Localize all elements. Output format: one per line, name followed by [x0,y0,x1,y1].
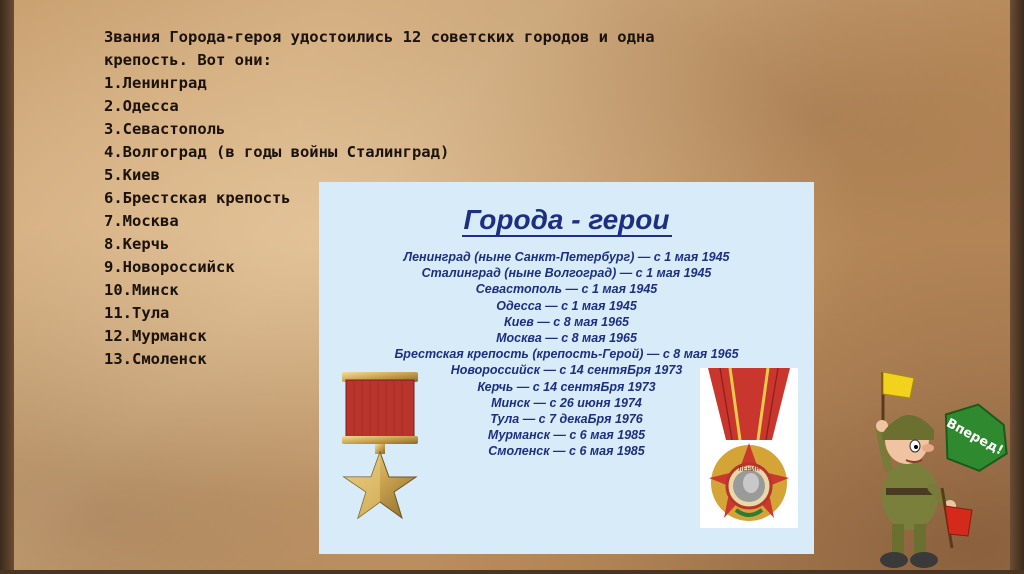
award-date-entry: Сталинград (ныне Волгоград) — с 1 мая 1945 [421,266,712,281]
award-date-entry: Тула — с 7 декаБря 1976 [490,412,643,427]
city-list-item: 6.Брестская крепость [104,189,291,207]
city-list-item: 8.Керчь [104,235,170,253]
order-of-lenin-icon [700,368,798,528]
award-date-entry: Брестская крепость (крепость-Герой) — с 8 мая 1965 [394,347,739,362]
sign-label: Вперед! [943,415,1006,459]
intro-text: Звания Города-героя удостоились 12 советских городов и одна крепость. Вот они: [104,28,655,69]
gold-star-medal-icon [330,370,430,525]
award-date-entry: Ленинград (ныне Санкт-Петербург) — с 1 мая 1945 [403,250,730,264]
award-date-entry: Керчь — с 14 сентяБря 1973 [477,379,656,394]
award-date-entry: Севастополь — с 1 мая 1945 [475,282,658,297]
city-list-item: 3.Севастополь [104,120,226,138]
award-date-entry: Киев — с 8 мая 1965 [504,314,629,329]
award-date-entry: Минск — с 26 июня 1974 [491,395,642,410]
city-list-item: 1.Ленинград [104,74,207,92]
soldier-with-flags-icon [852,368,1024,574]
left-frame-edge [0,0,14,574]
city-list-item: 2.Одесса [104,97,179,115]
award-date-entry: Мурманск — с 6 мая 1985 [487,428,646,443]
city-list-item: 13.Смоленск [104,350,207,368]
city-list-item: 11.Тула [104,304,170,322]
city-list-item: 5.Киев [104,166,160,184]
city-list-item: 12.Мурманск [104,327,207,345]
city-list-item: 7.Москва [104,212,179,230]
award-date-entry: Смоленск — с 6 мая 1985 [488,444,645,459]
city-list-item: 4.Волгоград (в годы войны Сталинград) [104,143,450,161]
city-list-item: 10.Минск [104,281,179,299]
award-date-entry: Новороссийск — с 14 сентяБря 1973 [450,363,683,378]
award-date-entry: Москва — с 8 мая 1965 [496,331,637,346]
city-list-item: 9.Новороссийск [104,258,235,276]
award-date-entry: Одесса — с 1 мая 1945 [496,298,637,313]
panel-title [319,204,814,236]
medal-inscription: ЛЕНИН [738,466,760,473]
panel-title-text: Города - герои [463,204,670,235]
